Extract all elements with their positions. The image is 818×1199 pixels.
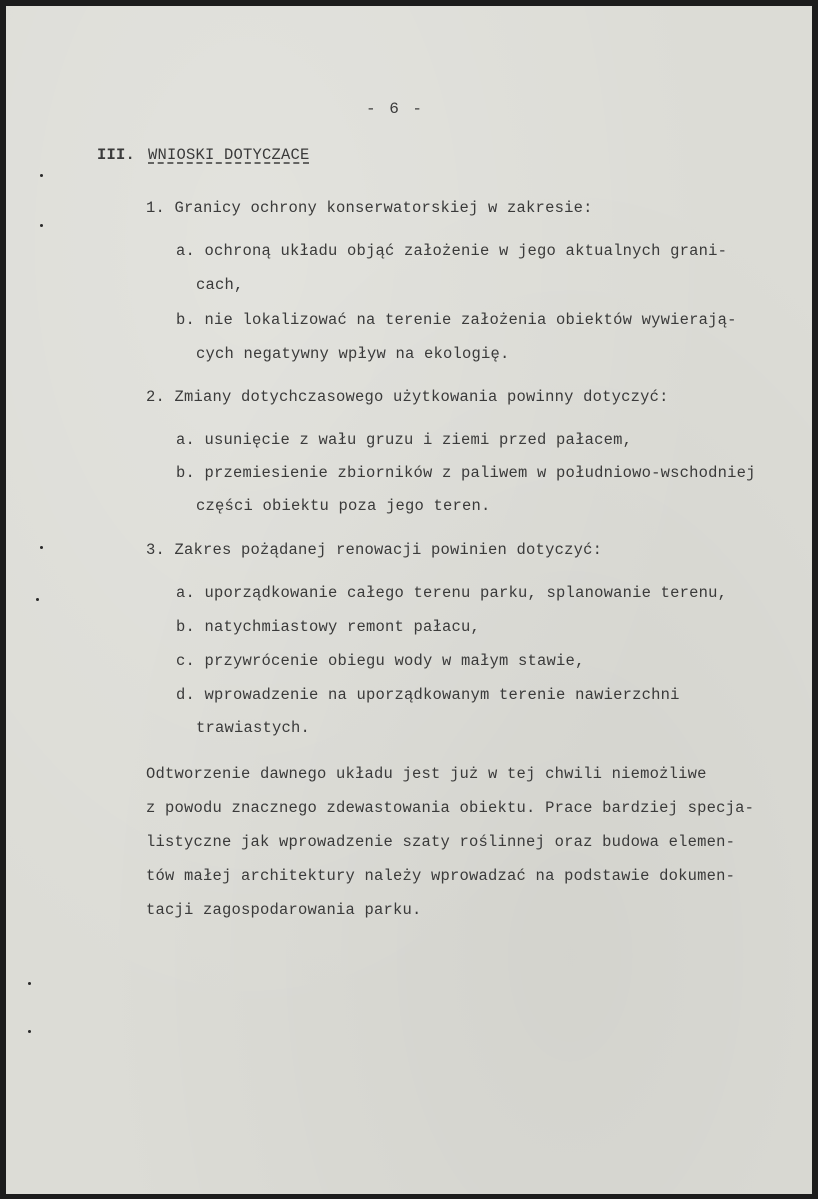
margin-speck bbox=[40, 546, 43, 549]
item-2b-continuation: części obiektu poza jego teren. bbox=[196, 497, 491, 515]
item-2b-text: b. przemiesienie zbiorników z paliwem w południowo-wschodniej bbox=[176, 464, 756, 482]
item-1a-continuation: cach, bbox=[196, 276, 244, 294]
item-3a-text: a. uporządkowanie całego terenu parku, splanowanie terenu, bbox=[176, 584, 728, 602]
item-3-heading: 3. Zakres pożądanej renowacji powinien dotyczyć: bbox=[146, 541, 603, 559]
item-1-heading: 1. Granicy ochrony konserwatorskiej w zakresie: bbox=[146, 199, 593, 217]
paragraph-line-3: listyczne jak wprowadzenie szaty roślinnej oraz budowa elemen- bbox=[146, 833, 736, 851]
paragraph-line-2: z powodu znacznego zdewastowania obiektu. Prace bardziej specja- bbox=[146, 799, 755, 817]
margin-speck bbox=[28, 1030, 31, 1033]
margin-speck bbox=[40, 174, 43, 177]
item-3c-text: c. przywrócenie obiegu wody w małym stawie, bbox=[176, 652, 585, 670]
section-heading: WNIOSKI DOTYCZACE bbox=[148, 146, 310, 164]
item-3d-continuation: trawiastych. bbox=[196, 719, 311, 737]
paragraph-line-4: tów małej architektury należy wprowadzać na podstawie dokumen- bbox=[146, 867, 736, 885]
item-1a-text: a. ochroną układu objąć założenie w jego aktualnych grani- bbox=[176, 242, 728, 260]
item-2-heading: 2. Zmiany dotychczasowego użytkowania powinny dotyczyć: bbox=[146, 388, 669, 406]
document-page bbox=[6, 6, 812, 1194]
item-1b-text: b. nie lokalizować na terenie założenia obiektów wywierają- bbox=[176, 311, 737, 329]
margin-speck bbox=[40, 224, 43, 227]
item-2a-text: a. usunięcie z wału gruzu i ziemi przed pałacem, bbox=[176, 431, 633, 449]
item-3b-text: b. natychmiastowy remont pałacu, bbox=[176, 618, 481, 636]
margin-speck bbox=[36, 598, 39, 601]
margin-speck bbox=[28, 982, 31, 985]
item-3d-text: d. wprowadzenie na uporządkowanym terenie nawierzchni bbox=[176, 686, 680, 704]
page-number: - 6 - bbox=[366, 100, 425, 118]
section-number: III. bbox=[97, 146, 136, 164]
item-1b-continuation: cych negatywny wpływ na ekologię. bbox=[196, 345, 510, 363]
paragraph-line-1: Odtworzenie dawnego układu jest już w tej chwili niemożliwe bbox=[146, 765, 707, 783]
paragraph-line-5: tacji zagospodarowania parku. bbox=[146, 901, 422, 919]
